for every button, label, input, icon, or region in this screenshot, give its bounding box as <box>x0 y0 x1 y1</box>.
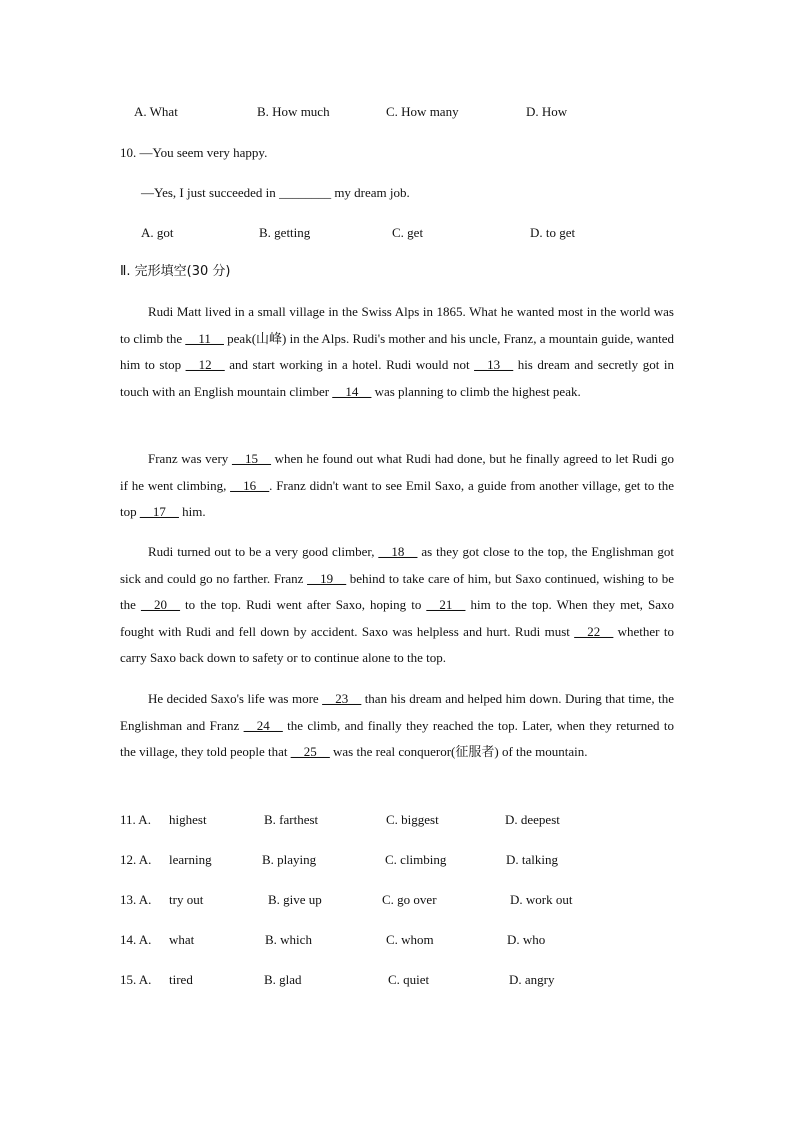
p1-text: was planning to climb the highest peak. <box>371 383 581 399</box>
q9-option-c: C. How many <box>386 104 459 119</box>
option-d: D. talking <box>506 852 558 867</box>
option-c: C. biggest <box>386 812 439 827</box>
section-heading: Ⅱ. 完形填空(30 分) <box>120 264 231 279</box>
question-number: 11. A. <box>120 812 151 827</box>
option-d: D. who <box>507 932 546 947</box>
p2-text: Franz was very <box>148 451 232 466</box>
option-b: B. farthest <box>264 812 319 827</box>
option-c: C. go over <box>382 892 437 907</box>
p3-text: to the top. Rudi went after Saxo, hoping to <box>179 597 427 613</box>
blank-17: __17__ <box>139 504 179 520</box>
blank-16: __16__ <box>230 477 270 493</box>
option-b: B. which <box>265 932 312 947</box>
blank-24: __24__ <box>243 717 283 733</box>
option-b: B. glad <box>264 972 302 987</box>
p4-text: He decided Saxo's life was more <box>148 691 323 706</box>
blank-21: __21__ <box>426 597 466 613</box>
blank-14: __14__ <box>332 383 372 399</box>
option-b: B. playing <box>262 852 317 867</box>
option-d: D. deepest <box>505 812 560 827</box>
blank-23: __23__ <box>322 691 362 706</box>
q10-option-c: C. get <box>392 225 424 240</box>
p4-text: the climb, and finally they reached the top. Later, when they returned to the village, they told people that <box>120 717 674 760</box>
blank-18: __18__ <box>378 544 418 559</box>
option-a: highest <box>169 812 207 827</box>
option-b: B. give up <box>268 892 322 907</box>
q9-option-b: B. How much <box>257 104 330 119</box>
p3-text: behind to take care of him, but Saxo continued, wishing to be the <box>120 570 674 613</box>
q10-reply <box>141 185 410 201</box>
q9-option-a: A. What <box>134 104 178 119</box>
p3-text: as they got close to the top, the Englishman got sick and could go no farther. Franz <box>120 544 674 586</box>
blank-11: __11__ <box>185 330 224 346</box>
blank-25: __25__ <box>290 744 330 760</box>
blank-20: __20__ <box>140 597 180 613</box>
option-d: D. work out <box>510 892 573 907</box>
p2-text: . Franz didn't want to see Emil Saxo, a guide from another village, get to the top <box>120 477 674 520</box>
option-a: tired <box>169 972 193 987</box>
p4-text: was the real conqueror(征服者) of the mountain. <box>329 744 588 760</box>
blank-15: __15__ <box>231 451 271 466</box>
p4-text: than his dream and helped him down. During that time, the Englishman and Franz <box>120 691 674 733</box>
passage-paragraph-4 <box>120 686 674 766</box>
p2-text: when he found out what Rudi had done, but he finally agreed to let Rudi go if he went climbing, <box>120 451 675 493</box>
passage-paragraph-3 <box>120 539 674 672</box>
blank-12: __12__ <box>185 357 225 373</box>
q10-reply-after: my dream job. <box>331 185 410 200</box>
p1-text: peak(山峰) in the Alps. Rudi's mother and his uncle, Franz, a mountain guide, wanted him to stop <box>120 330 675 373</box>
option-a: what <box>169 932 195 947</box>
question-number: 14. A. <box>120 932 152 947</box>
q10-option-d: D. to get <box>530 225 576 240</box>
blank-22: __22__ <box>574 623 614 639</box>
option-a: learning <box>169 852 212 867</box>
p1-text: and start working in a hotel. Rudi would not <box>224 357 475 373</box>
option-c: C. whom <box>386 932 434 947</box>
p3-text: whether to carry Saxo back down to safety or to continue alone to the top. <box>120 623 674 666</box>
q10-reply-before: —Yes, I just succeeded in <box>141 185 280 200</box>
p3-text: him to the top. When they met, Saxo fought with Rudi and fell down by accident. Saxo was helpless and hurt. Rudi must <box>120 597 675 639</box>
question-number: 12. A. <box>120 852 152 867</box>
passage-paragraph-2 <box>120 446 674 526</box>
question-number: 13. A. <box>120 892 152 907</box>
option-c: C. climbing <box>385 852 447 867</box>
passage-paragraph-1 <box>120 299 674 405</box>
q10-prompt: 10. —You seem very happy. <box>120 145 268 160</box>
option-c: C. quiet <box>388 972 430 987</box>
q9-option-d: D. How <box>526 104 568 119</box>
p1-text: his dream and secretly got in touch with an English mountain climber <box>120 357 674 399</box>
blank-19: __19__ <box>307 570 347 586</box>
q10-option-a: A. got <box>141 225 174 240</box>
p3-text: Rudi turned out to be a very good climber, <box>148 544 379 559</box>
q10-reply-blank: ________ <box>279 185 332 200</box>
question-number: 15. A. <box>120 972 152 987</box>
p2-text: him. <box>178 504 206 520</box>
blank-13: __13__ <box>474 357 514 373</box>
option-a: try out <box>169 892 204 907</box>
option-d: D. angry <box>509 972 555 987</box>
p1-text: Rudi Matt lived in a small village in the Swiss Alps in 1865. What he wanted most in the world was to climb the <box>120 304 674 346</box>
q10-option-b: B. getting <box>259 225 311 240</box>
